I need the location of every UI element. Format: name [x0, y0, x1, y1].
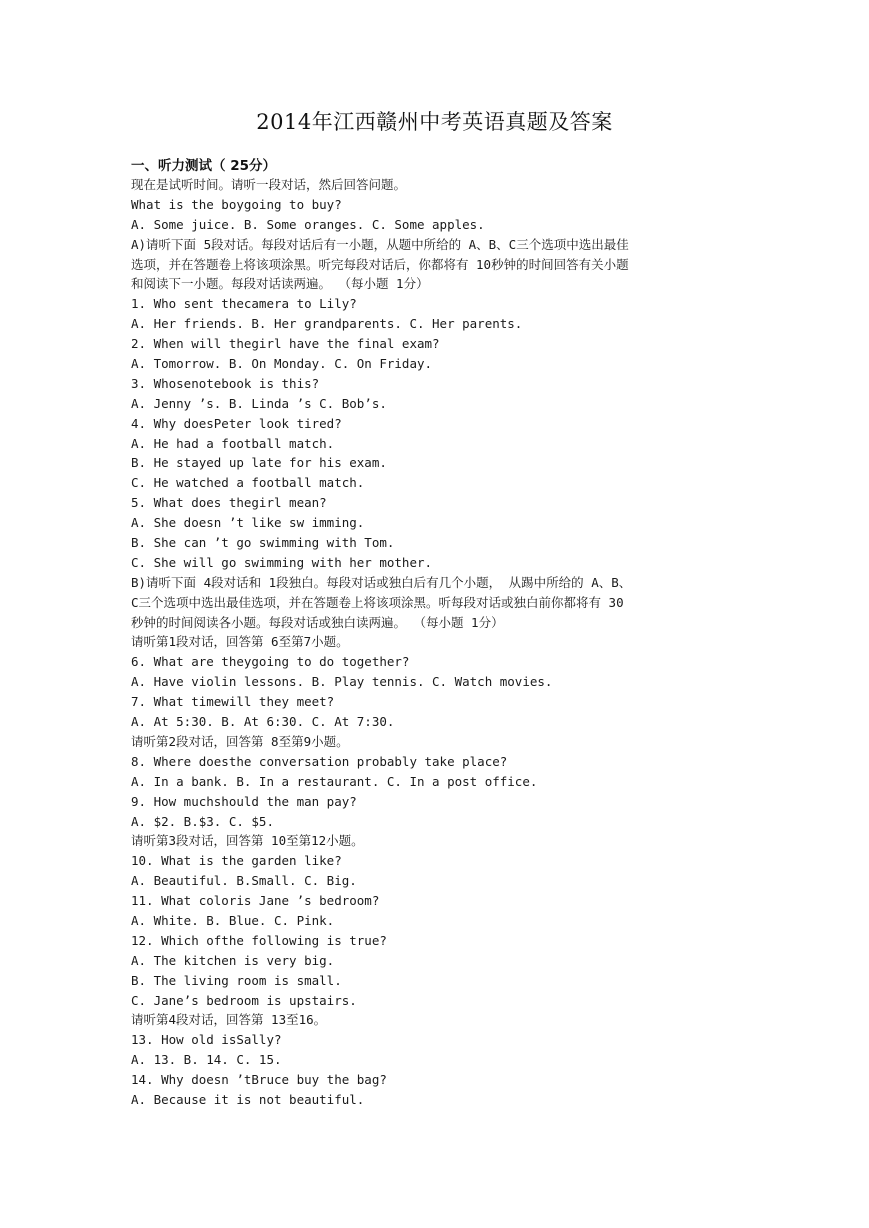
- text-line: B. He stayed up late for his exam.: [131, 455, 387, 471]
- text-line: C. He watched a football match.: [131, 475, 365, 491]
- text-line: 6. What are theygoing to do together?: [131, 654, 410, 670]
- text-line: C. She will go swimming with her mother.: [131, 554, 433, 570]
- text-line: A. The kitchen is very big.: [131, 952, 335, 968]
- text-line: A. Beautiful. B.Small. C. Big.: [131, 873, 357, 889]
- text-line: A. Because it is not beautiful.: [131, 1091, 365, 1107]
- text-line: A)请听下面 5段对话。每段对话后有一小题，从题中所给的 A、B、C三个选项中选出最佳: [131, 236, 629, 252]
- text-line: C三个选项中选出最佳选项，并在答题卷上将该项涂黑。听每段对话或独白前你都将有 30: [131, 594, 624, 610]
- text-line: 秒钟的时间阅读各小题。每段对话或独白读两遍。 （每小题 1分）: [131, 614, 504, 630]
- text-line: A. Jenny ’s. B. Linda ’s C. Bob’s.: [131, 395, 387, 411]
- text-line: 4. Why doesPeter look tired?: [131, 415, 342, 431]
- text-line: A. At 5:30. B. At 6:30. C. At 7:30.: [131, 714, 395, 730]
- text-line: 7. What timewill they meet?: [131, 694, 335, 710]
- text-line: 和阅读下一小题。每段对话读两遍。 （每小题 1分）: [131, 276, 429, 292]
- document-body: [131, 175, 741, 1110]
- text-line: 请听第3段对话，回答第 10至第12小题。: [131, 833, 364, 849]
- document-title: 2014年江西赣州中考英语真题及答案: [256, 110, 613, 134]
- text-line: What is the boygoing to buy?: [131, 196, 342, 212]
- text-line: 9. How muchshould the man pay?: [131, 793, 357, 809]
- text-line: 请听第4段对话，回答第 13至16。: [131, 1012, 327, 1028]
- text-line: A. Tomorrow. B. On Monday. C. On Friday.: [131, 356, 433, 372]
- text-line: 请听第2段对话，回答第 8至第9小题。: [131, 733, 349, 749]
- text-line: B. The living room is small.: [131, 972, 342, 988]
- text-line: 选项，并在答题卷上将该项涂黑。听完每段对话后，你都将有 10秒钟的时间回答有关小题: [131, 256, 629, 272]
- text-line: 8. Where doesthe conversation probably take place?: [131, 753, 508, 769]
- text-line: 请听第1段对话，回答第 6至第7小题。: [131, 634, 349, 650]
- text-line: 3. Whosenotebook is this?: [131, 375, 320, 391]
- text-line: 现在是试听时间。请听一段对话，然后回答问题。: [131, 177, 407, 192]
- text-line: A. Her friends. B. Her grandparents. C. Her parents.: [131, 316, 523, 332]
- text-line: A. He had a football match.: [131, 435, 335, 451]
- text-line: A. Some juice. B. Some oranges. C. Some apples.: [131, 216, 485, 232]
- text-line: 10. What is the garden like?: [131, 853, 342, 869]
- text-line: 14. Why doesn ’tBruce buy the bag?: [131, 1072, 387, 1088]
- text-line: 12. Which ofthe following is true?: [131, 932, 387, 948]
- text-line: A. White. B. Blue. C. Pink.: [131, 912, 335, 928]
- text-line: 13. How old isSally?: [131, 1032, 282, 1048]
- text-line: 11. What coloris Jane ’s bedroom?: [131, 893, 380, 909]
- text-line: A. In a bank. B. In a restaurant. C. In a post office.: [131, 773, 538, 789]
- text-line: A. $2. B.$3. C. $5.: [131, 813, 274, 829]
- section-heading: 一、听力测试（ 25分）: [131, 158, 276, 174]
- text-line: 5. What does thegirl mean?: [131, 495, 327, 511]
- text-line: 1. Who sent thecamera to Lily?: [131, 296, 357, 312]
- text-line: A. Have violin lessons. B. Play tennis. C. Watch movies.: [131, 674, 553, 690]
- text-line: A. She doesn ’t like sw imming.: [131, 515, 365, 531]
- text-line: B)请听下面 4段对话和 1段独白。每段对话或独白后有几个小题， 从踢中所给的 A、B、: [131, 574, 632, 590]
- text-line: 2. When will thegirl have the final exam?: [131, 336, 440, 352]
- text-line: A. 13. B. 14. C. 15.: [131, 1052, 282, 1068]
- text-line: B. She can ’t go swimming with Tom.: [131, 535, 395, 551]
- text-line: C. Jane’s bedroom is upstairs.: [131, 992, 357, 1008]
